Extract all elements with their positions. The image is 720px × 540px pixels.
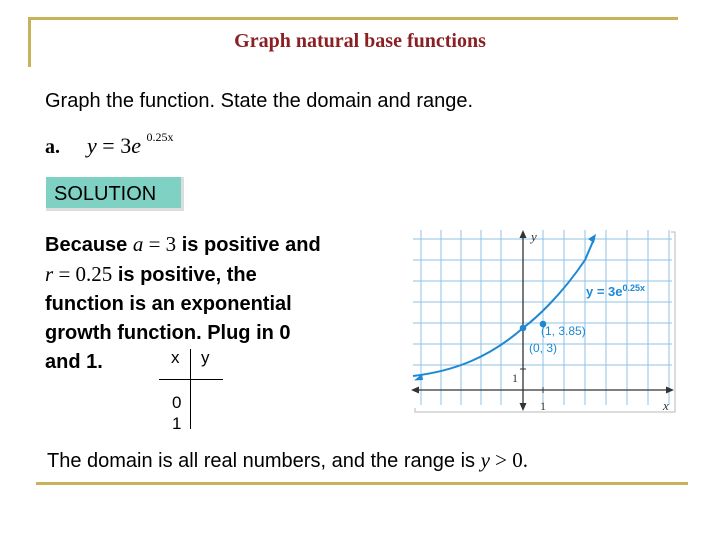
conclusion-pre: The domain is all real numbers, and the range is [47, 450, 481, 472]
var-r: r [45, 262, 54, 286]
eq-coef: 3 [120, 133, 132, 158]
point-0-3 [520, 325, 527, 332]
x-tick-label: 1 [540, 399, 546, 413]
part-a-label: a. [45, 136, 60, 158]
point-label-1: (1, 3.85) [541, 324, 586, 338]
eq-e: e [131, 133, 141, 158]
body-line-1-math [133, 232, 176, 256]
body-line-2-math [45, 262, 112, 286]
body-line-1-post: is positive and [176, 234, 321, 256]
instruction-text: Graph the function. State the domain and range. [45, 90, 474, 112]
body-line-2 [45, 260, 321, 290]
body-line-5: and 1. [45, 351, 103, 373]
r-value: = 0.25 [53, 262, 113, 286]
function-label-exponent: 0.25x [622, 283, 646, 293]
table-x-value-0: 0 [172, 393, 182, 412]
exponential-graph [410, 227, 680, 417]
point-label-0: (0, 3) [529, 341, 558, 355]
table-header-y: y [201, 348, 210, 367]
body-line-1-pre: Because [45, 234, 133, 256]
table-header-x: x [171, 348, 180, 367]
x-axis-label: x [663, 398, 669, 413]
function-equation [87, 129, 174, 158]
body-line-4: growth function. Plug in 0 [45, 322, 291, 344]
frame-top-border [28, 17, 678, 20]
conclusion-var-y: y [480, 448, 490, 472]
solution-label: SOLUTION [46, 177, 184, 211]
var-a: a [132, 232, 144, 256]
conclusion-math [481, 448, 528, 472]
function-label-main: y = 3e [586, 284, 623, 299]
eq-exponent: 0.25x [146, 129, 174, 144]
table-x-value-1: 1 [172, 414, 182, 433]
part-a-equation [45, 129, 174, 159]
body-line-2-post: is positive, the [112, 264, 257, 286]
slide-title: Graph natural base functions [234, 30, 486, 52]
graph-background [413, 230, 671, 408]
solution-body [45, 230, 321, 377]
eq-y: y [87, 133, 97, 158]
eq-equals: = [102, 133, 115, 158]
y-axis-label: y [531, 229, 537, 244]
domain-range-statement [47, 448, 528, 473]
body-line-3: function is an exponential [45, 293, 292, 315]
conclusion-post: > 0. [489, 448, 528, 472]
frame-bottom-border [36, 482, 688, 485]
table-header-divider [159, 379, 223, 380]
y-tick-label: 1 [512, 371, 518, 385]
a-value: = 3 [143, 232, 177, 256]
body-line-1 [45, 230, 321, 260]
table-column-divider [190, 349, 191, 429]
